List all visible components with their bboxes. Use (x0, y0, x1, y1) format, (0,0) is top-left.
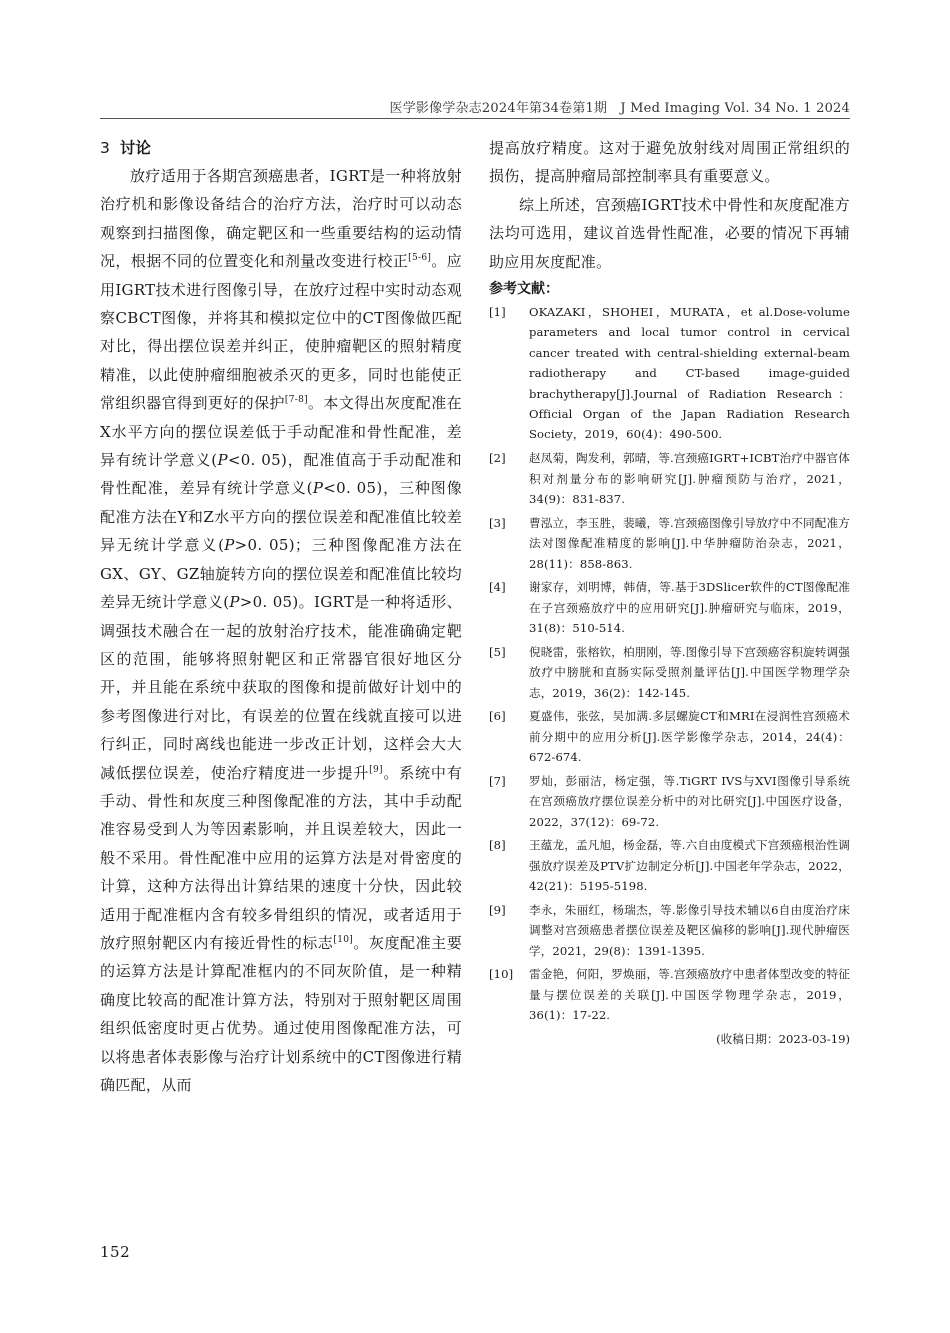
reference-item (489, 964, 850, 1025)
received-date: (收稿日期：2023-03-19) (716, 1031, 850, 1046)
section-number: 3 (100, 139, 110, 157)
reference-text: 王蕴龙，孟凡旭，杨金磊，等.六自由度模式下宫颈癌根治性调强放疗误差及PTV扩边制定分析[J].中国老年学杂志，2022，42(21)：5195-5198. (529, 838, 850, 894)
text-segment: <0. 05)，三种图像配准方法在Y和Z水平方向的摆位误差和配准值比较差异无统计学意义( (100, 479, 463, 555)
reference-text: 罗灿，彭丽洁，杨定强，等.TiGRT IVS与XVI图像引导系统在宫颈癌放疗摆位误差分析中的对比研究[J].中国医疗设备，2022，37(12)：69-72. (529, 773, 850, 829)
conclusion-paragraph: 综上所述，宫颈癌IGRT技术中骨性和灰度配准方法均可选用，建议首选骨性配准，必要的情况下再辅助应用灰度配准。 (489, 195, 850, 271)
reference-number: [2] (489, 451, 506, 466)
page-number: 152 (100, 1243, 131, 1261)
continued-paragraph: 提高放疗精度。这对于避免放射线对周围正常组织的损伤，提高肿瘤局部控制率具有重要意义。 (489, 139, 850, 186)
reference-number: [4] (489, 580, 506, 595)
left-column (100, 134, 462, 1099)
reference-number: [6] (489, 709, 506, 724)
text-segment: >0. 05)；三种图像配准方法在GX、GY、GZ轴旋转方向的摆位误差和配准值比较均差异无统计学意义( (100, 536, 462, 612)
references-heading: 参考文献： (489, 281, 559, 298)
text-segment: 。应用IGRT技术进行图像引导，在放疗过程中实时动态观察CBCT图像，并将其和模拟定位中的CT图像做匹配对比，得出摆位误差并纠正，使肿瘤靶区的照射精度精准，以此使肿瘤细胞被杀灭的更多，同时也能使正常组织器官得到更好的保护 (100, 252, 462, 413)
reference-number: [1] (489, 305, 506, 320)
reference-item (489, 513, 850, 574)
text-segment: 。本文得出灰度配准在X水平方向的摆位误差低于手动配准和骨性配准，差异有统计学意义( (100, 394, 462, 470)
text-segment: >0. 05)。IGRT是一种将适形、调强技术融合在一起的放射治疗技术，能准确确定靶区的范围，能够将照射靶区和正常器官很好地区分开，并且能在系统中获取的图像和提前做好计划中的参考图像进行对比，有误差的位置在线就直接可以进行纠正，同时离线也能进一步改正计划，这样会大大减低摆位误差，使治疗精度进一步提升 (100, 593, 462, 782)
text-segment: 。灰度配准主要的运算方法是计算配准框内的不同灰阶值，是一种精确度比较高的配准计算方法，特别对于照射靶区周围组织低密度时更占优势。通过使用图像配准方法，可以将患者体表影像与治疗计划系统中的CT图像进行精确匹配，从而 (100, 933, 462, 1094)
reference-number: [9] (489, 902, 506, 917)
text-segment: <0. 05)，配准值高于手动配准和骨性配准，差异有统计学意义( (100, 451, 462, 498)
reference-text: 倪晓雷，张榕钦，柏朋刚，等.图像引导下宫颈癌容积旋转调强放疗中膀胱和直肠实际受照剂量评估[J].中国医学物理学杂志，2019，36(2)：142-145. (529, 644, 850, 700)
p-symbol: P (224, 536, 235, 555)
reference-item (489, 771, 850, 832)
reference-number: [10] (489, 967, 514, 982)
reference-text: 雷金艳，何阳，罗焕丽，等.宫颈癌放疗中患者体型改变的特征量与摆位误差的关联[J].中国医学物理学杂志，2019，36(1)：17-22. (529, 967, 850, 1023)
citation: [10] (333, 934, 354, 945)
text-segment: 。系统中有手动、骨性和灰度三种图像配准的方法，其中手动配准容易受到人为等因素影响，并且误差较大，因此一般不采用。骨性配准中应用的运算方法是对骨密度的计算，这种方法得出计算结果的速度十分快，因此较适用于配准框内含有较多骨组织的情况，或者适用于放疗照射靶区内有接近骨性的标志 (100, 763, 462, 952)
reference-text: 谢家存，刘明博，韩倩，等.基于3DSlicer软件的CT图像配准在子宫颈癌放疗中的应用研究[J].肿瘤研究与临床，2019，31(8)：510-514. (529, 580, 850, 636)
p-symbol: P (312, 479, 324, 498)
reference-item (489, 900, 850, 961)
reference-text: 夏盛伟，张弦，吴加满.多层螺旋CT和MRI在浸润性宫颈癌术前分期中的应用分析[J].医学影像学杂志，2014，24(4)：672-674. (529, 709, 850, 765)
reference-number: [3] (489, 515, 506, 530)
section-title: 讨论 (119, 139, 151, 157)
reference-list (489, 302, 850, 1025)
right-column (489, 134, 850, 1049)
reference-item (489, 642, 850, 703)
reference-number: [5] (489, 644, 506, 659)
reference-text: 曹泓立，李玉胜，裴曦，等.宫颈癌图像引导放疗中不同配准方法对图像配准精度的影响[J].中华肿瘤防治杂志，2021，28(11)：858-863. (529, 515, 850, 571)
reference-text: OKAZAKI，SHOHEI，MURATA，et al.Dose-volume parameters and local tumor control in cervical cancer treated with central-shielding external-beam radiotherapy and CT-based image-guided brachytherapy[J].Journal of Radiation Research：Official Organ of the Japan Radiation Research Society，2019，60(4)：490-500. (529, 305, 850, 442)
citation: [5-6] (408, 253, 432, 264)
reference-number: [7] (489, 773, 506, 788)
reference-item (489, 448, 850, 509)
header-rule (100, 118, 850, 119)
reference-item (489, 577, 850, 638)
reference-text: 赵凤菊，陶发利，郭晴，等.宫颈癌IGRT+ICBT治疗中器官体积对剂量分布的影响研究[J].肿瘤预防与治疗，2021，34(9)：831-837. (529, 451, 850, 506)
discussion-paragraph (100, 162, 462, 1099)
text-segment: 放疗适用于各期宫颈癌患者，IGRT是一种将放射治疗机和影像设备结合的治疗方法，治疗时可以动态观察到扫描图像，确定靶区和一些重要结构的运动情况，根据不同的位置变化和剂量改变进行校正 (100, 167, 462, 271)
citation: [7-8] (284, 395, 308, 406)
p-symbol: P (217, 451, 228, 470)
reference-item (489, 706, 850, 767)
p-symbol: P (229, 593, 240, 612)
reference-number: [8] (489, 838, 506, 853)
reference-text: 李永，朱丽红，杨瑞杰，等.影像引导技术辅以6自由度治疗床调整对宫颈癌患者摆位误差及靶区偏移的影响[J].现代肿瘤医学，2021，29(8)：1391-1395. (529, 902, 850, 958)
running-header: 医学影像学杂志2024年第34卷第1期 J Med Imaging Vol. 34 No. 1 2024 (389, 101, 850, 116)
citation: [9] (369, 764, 383, 775)
reference-item (489, 302, 850, 445)
section-heading (100, 134, 462, 162)
reference-item (489, 835, 850, 896)
